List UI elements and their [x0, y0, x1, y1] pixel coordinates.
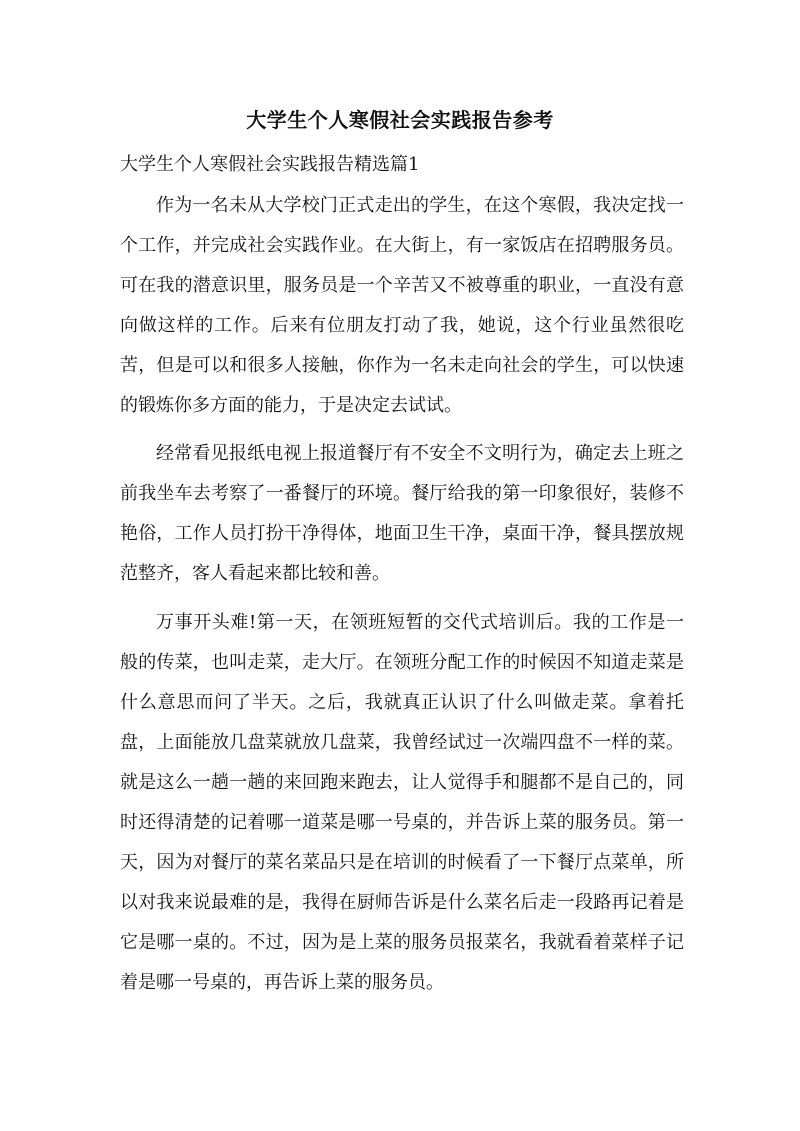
document-title: 大学生个人寒假社会实践报告参考 — [246, 108, 554, 132]
section-heading: 大学生个人寒假社会实践报告精选篇1 — [120, 154, 420, 175]
paragraph-1: 作为一名未从大学校门正式走出的学生，在这个寒假，我决定找一个工作，并完成社会实践作业。在大街上，有一家饭店在招聘服务员。可在我的潜意识里，服务员是一个辛苦又不被尊重的职业，一直没有意向做这样的工作。后来有位朋友打动了我，她说，这个行业虽然很吃苦，但是可以和很多人接触，你作为一名未走向社会的学生，可以快速的锻炼你多方面的能力，于是决定去试试。 — [120, 195, 684, 416]
paragraph-3: 万事开头难!第一天，在领班短暂的交代式培训后。我的工作是一般的传菜，也叫走菜，走大厅。在领班分配工作的时候因不知道走菜是什么意思而问了半天。之后，我就真正认识了什么叫做走菜。拿着托盘，上面能放几盘菜就放几盘菜，我曾经试过一次端四盘不一样的菜。就是这么一趟一趟的来回跑来跑去，让人觉得手和腿都不是自己的，同时还得清楚的记着哪一道菜是哪一号桌的，并告诉上菜的服务员。第一天，因为对餐厅的菜名菜品只是在培训的时候看了一下餐厅点菜单，所以对我来说最难的是，我得在厨师告诉是什么菜名后走一段路再记着是它是哪一桌的。不过，因为是上菜的服务员报菜名，我就看着菜样子记着是哪一号桌的，再告诉上菜的服务员。 — [120, 612, 684, 993]
paragraph-2: 经常看见报纸电视上报道餐厅有不安全不文明行为，确定去上班之前我坐车去考察了一番餐厅的环境。餐厅给我的第一印象很好，装修不艳俗，工作人员打扮干净得体，地面卫生干净，桌面干净，餐具摆放规范整齐，客人看起来都比较和善。 — [120, 443, 684, 584]
